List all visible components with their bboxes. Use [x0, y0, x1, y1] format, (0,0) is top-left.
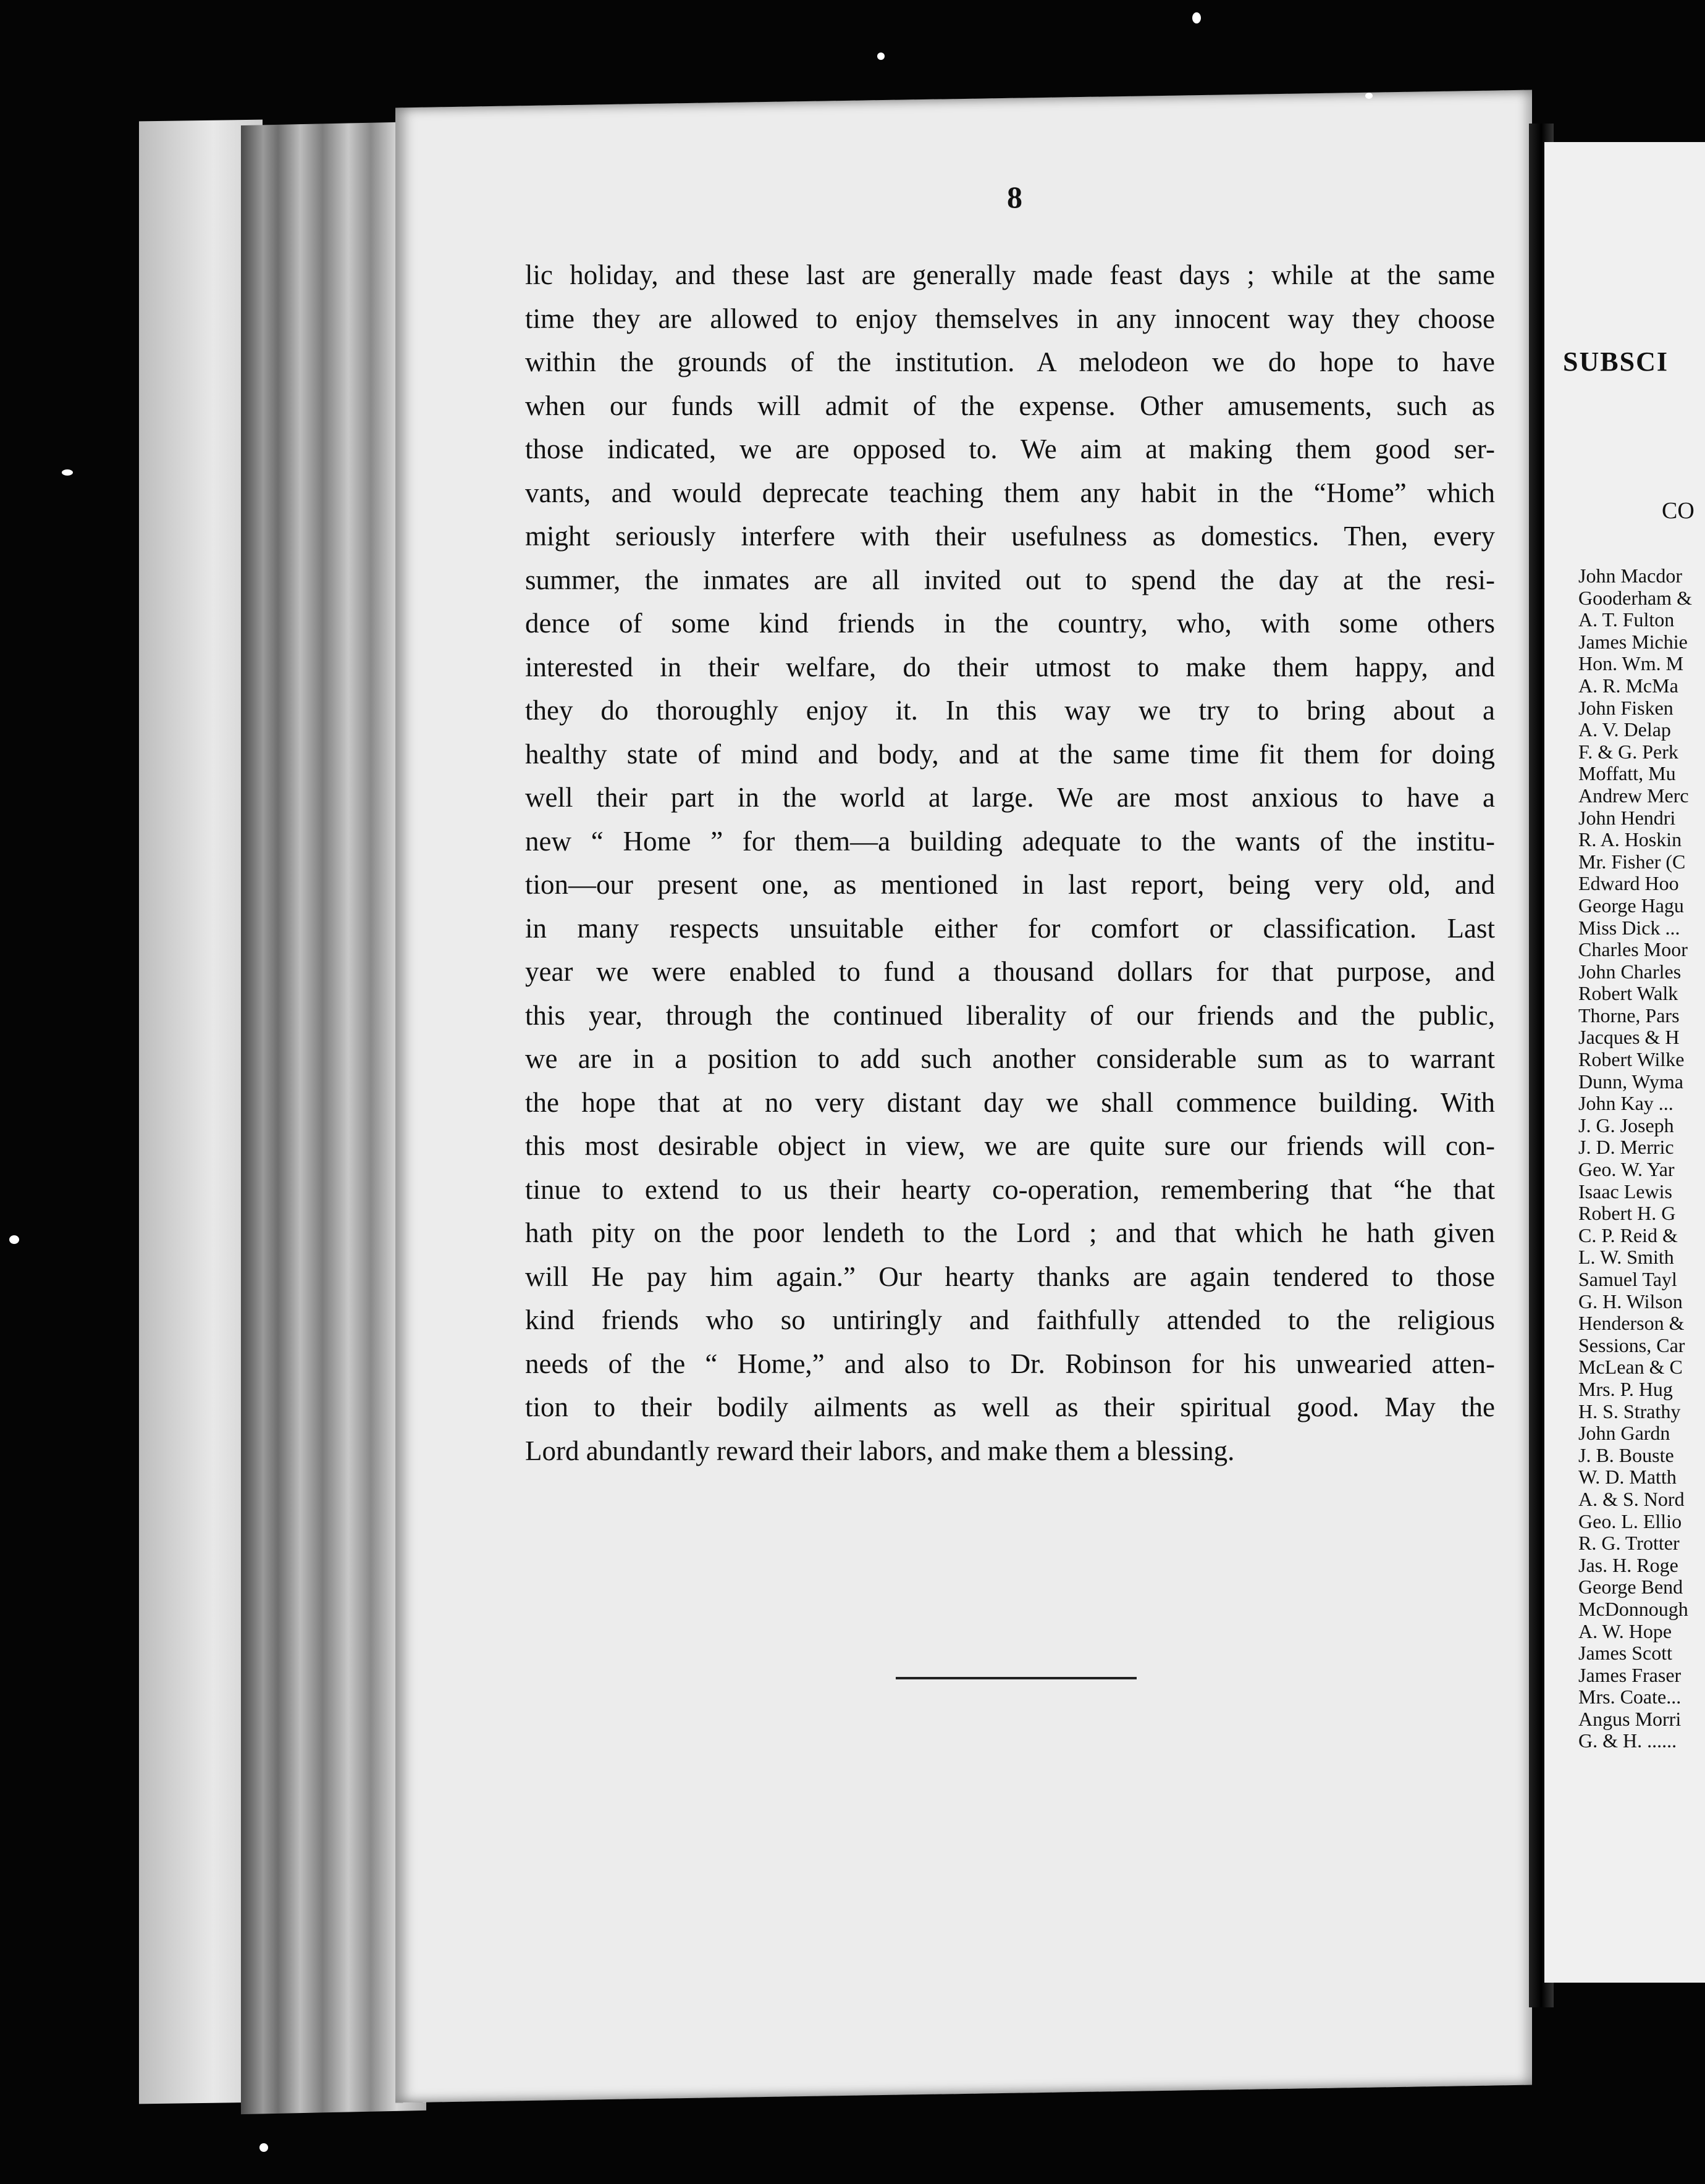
- subscriber-name: Dunn, Wyma: [1578, 1070, 1683, 1093]
- subscriber-name: G. & H. ......: [1578, 1729, 1677, 1752]
- subscriber-name: Jas. H. Roge: [1578, 1553, 1678, 1576]
- subscriber-name: Jacques & H: [1578, 1026, 1680, 1049]
- text-line: kind friends who so untiringly and faithfully attended to the religious: [525, 1304, 1495, 1335]
- subscriber-name: R. G. Trotter: [1578, 1532, 1680, 1555]
- subscriber-name: John Hendri: [1578, 806, 1676, 829]
- subscriber-name: W. D. Matth: [1578, 1466, 1677, 1489]
- subscriber-name: John Fisken: [1578, 696, 1673, 719]
- text-line: tion—our present one, as mentioned in last report, being very old, and: [525, 869, 1495, 900]
- subscriber-name: A. T. Fulton: [1578, 608, 1675, 631]
- text-line: this most desirable object in view, we are quite sure our friends will con-: [525, 1130, 1495, 1161]
- subscriber-name: C. P. Reid &: [1578, 1224, 1678, 1246]
- subscriber-name: J. D. Merric: [1578, 1136, 1674, 1159]
- subscriber-name: Thorne, Pars: [1578, 1004, 1680, 1027]
- subscriber-name: J. B. Bouste: [1578, 1443, 1674, 1466]
- dust-speck: [877, 52, 885, 60]
- text-line: in many respects unsuitable either for comfort or classification. Last: [525, 912, 1495, 944]
- subscriber-name: Hon. Wm. M: [1578, 652, 1684, 675]
- subscriber-name: Sessions, Car: [1578, 1334, 1685, 1356]
- subscriber-name: Miss Dick ...: [1578, 916, 1680, 939]
- subscriber-name: Geo. L. Ellio: [1578, 1510, 1682, 1532]
- text-line: tion to their bodily ailments as well as their spiritual good. May the: [525, 1392, 1495, 1422]
- text-line: needs of the “ Home,” and also to Dr. Robinson for his unwearied atten-: [525, 1348, 1495, 1379]
- dust-speck: [259, 2143, 268, 2152]
- subscriber-name: A. V. Delap: [1578, 718, 1671, 741]
- subscriber-name: McLean & C: [1578, 1356, 1683, 1379]
- subscriber-name: H. S. Strathy: [1578, 1400, 1681, 1422]
- text-line: hath pity on the poor lendeth to the Lord ; and that which he hath given: [525, 1217, 1495, 1248]
- text-line: lic holiday, and these last are generally made feast days ; while at the same: [525, 259, 1495, 290]
- subscriber-name: Mrs. P. Hug: [1578, 1377, 1673, 1400]
- text-line: year we were enabled to fund a thousand dollars for that purpose, and: [525, 956, 1495, 987]
- subscriber-name: Charles Moor: [1578, 938, 1688, 961]
- subscriber-name: Isaac Lewis: [1578, 1180, 1672, 1203]
- subscriber-name: Henderson &: [1578, 1312, 1685, 1335]
- subscriber-name: Samuel Tayl: [1578, 1268, 1677, 1290]
- subscriber-name: James Scott: [1578, 1642, 1672, 1665]
- subscriber-name: Mrs. Coate...: [1578, 1686, 1682, 1708]
- text-line: summer, the inmates are all invited out to spend the day at the resi-: [525, 564, 1495, 595]
- body-text: [525, 253, 1495, 1472]
- page-number: 8: [1007, 180, 1022, 214]
- section-rule: [896, 1677, 1137, 1679]
- subscriber-name: A. & S. Nord: [1578, 1487, 1685, 1510]
- subscriber-name: L. W. Smith: [1578, 1246, 1674, 1269]
- text-line: will He pay him again.” Our hearty thanks are again tendered to those: [525, 1261, 1495, 1292]
- text-line: when our funds will admit of the expense. Other amusements, such as: [525, 390, 1495, 421]
- subscriber-name: Robert Wilke: [1578, 1048, 1685, 1071]
- text-line: we are in a position to add such another considerable sum as to warrant: [525, 1043, 1495, 1074]
- subscriber-name: A. R. McMa: [1578, 674, 1678, 697]
- subscriber-name: Edward Hoo: [1578, 872, 1679, 895]
- facing-page-subheading: CO: [1662, 498, 1694, 524]
- text-line: interested in their welfare, do their utmost to make them happy, and: [525, 651, 1495, 682]
- text-line: might seriously interfere with their usefulness as domestics. Then, every: [525, 521, 1495, 552]
- subscriber-name: John Gardn: [1578, 1422, 1670, 1445]
- subscriber-name: F. & G. Perk: [1578, 740, 1678, 763]
- text-line: those indicated, we are opposed to. We aim at making them good ser-: [525, 434, 1495, 464]
- text-line: healthy state of mind and body, and at the same time fit them for doing: [525, 738, 1495, 770]
- subscriber-name: R. A. Hoskin: [1578, 828, 1682, 851]
- subscriber-name: Mr. Fisher (C: [1578, 850, 1686, 873]
- subscriber-name: G. H. Wilson: [1578, 1290, 1683, 1312]
- subscriber-name: John Charles: [1578, 960, 1682, 983]
- subscriber-name: A. W. Hope: [1578, 1619, 1672, 1642]
- text-line: the hope that at no very distant day we shall commence building. With: [525, 1086, 1495, 1118]
- subscriber-name: John Kay ...: [1578, 1092, 1673, 1115]
- subscriber-name: John Macdor: [1578, 565, 1682, 587]
- subscriber-name: Andrew Merc: [1578, 784, 1689, 807]
- subscriber-name: James Fraser: [1578, 1663, 1682, 1686]
- dust-speck: [1192, 12, 1201, 23]
- text-line: this year, through the continued liberality of our friends and the public,: [525, 999, 1495, 1031]
- subscriber-name: Robert Walk: [1578, 982, 1678, 1005]
- text-line: dence of some kind friends in the country, who, with some others: [525, 608, 1495, 639]
- dust-speck: [9, 1235, 19, 1244]
- facing-page-heading: SUBSCI: [1563, 346, 1669, 377]
- text-line: well their part in the world at large. We are most anxious to have a: [525, 782, 1495, 813]
- text-line: new “ Home ” for them—a building adequate to the wants of the institu-: [525, 825, 1495, 857]
- subscriber-name: George Hagu: [1578, 894, 1684, 917]
- text-line: within the grounds of the institution. A melodeon we do hope to have: [525, 346, 1495, 377]
- text-line: time they are allowed to enjoy themselves in any innocent way they choose: [525, 303, 1495, 334]
- text-line: tinue to extend to us their hearty co-operation, remembering that “he that: [525, 1174, 1495, 1205]
- dust-speck: [1365, 93, 1373, 99]
- text-line: they do thoroughly enjoy it. In this way we try to bring about a: [525, 695, 1495, 726]
- subscriber-name: J. G. Joseph: [1578, 1114, 1674, 1136]
- text-line: vants, and would deprecate teaching them any habit in the “Home” which: [525, 477, 1495, 508]
- subscriber-name: Moffatt, Mu: [1578, 762, 1676, 785]
- subscriber-name: McDonnough: [1578, 1597, 1688, 1620]
- subscriber-name: Robert H. G: [1578, 1202, 1676, 1225]
- subscriber-name: George Bend: [1578, 1576, 1683, 1598]
- subscriber-list: [1578, 565, 1705, 1752]
- subscriber-name: Geo. W. Yar: [1578, 1158, 1675, 1181]
- text-line: Lord abundantly reward their labors, and make them a blessing.: [525, 1435, 1235, 1466]
- dust-speck: [62, 469, 73, 476]
- subscriber-name: Angus Morri: [1578, 1707, 1682, 1730]
- subscriber-name: Gooderham &: [1578, 586, 1692, 609]
- subscriber-name: James Michie: [1578, 630, 1688, 653]
